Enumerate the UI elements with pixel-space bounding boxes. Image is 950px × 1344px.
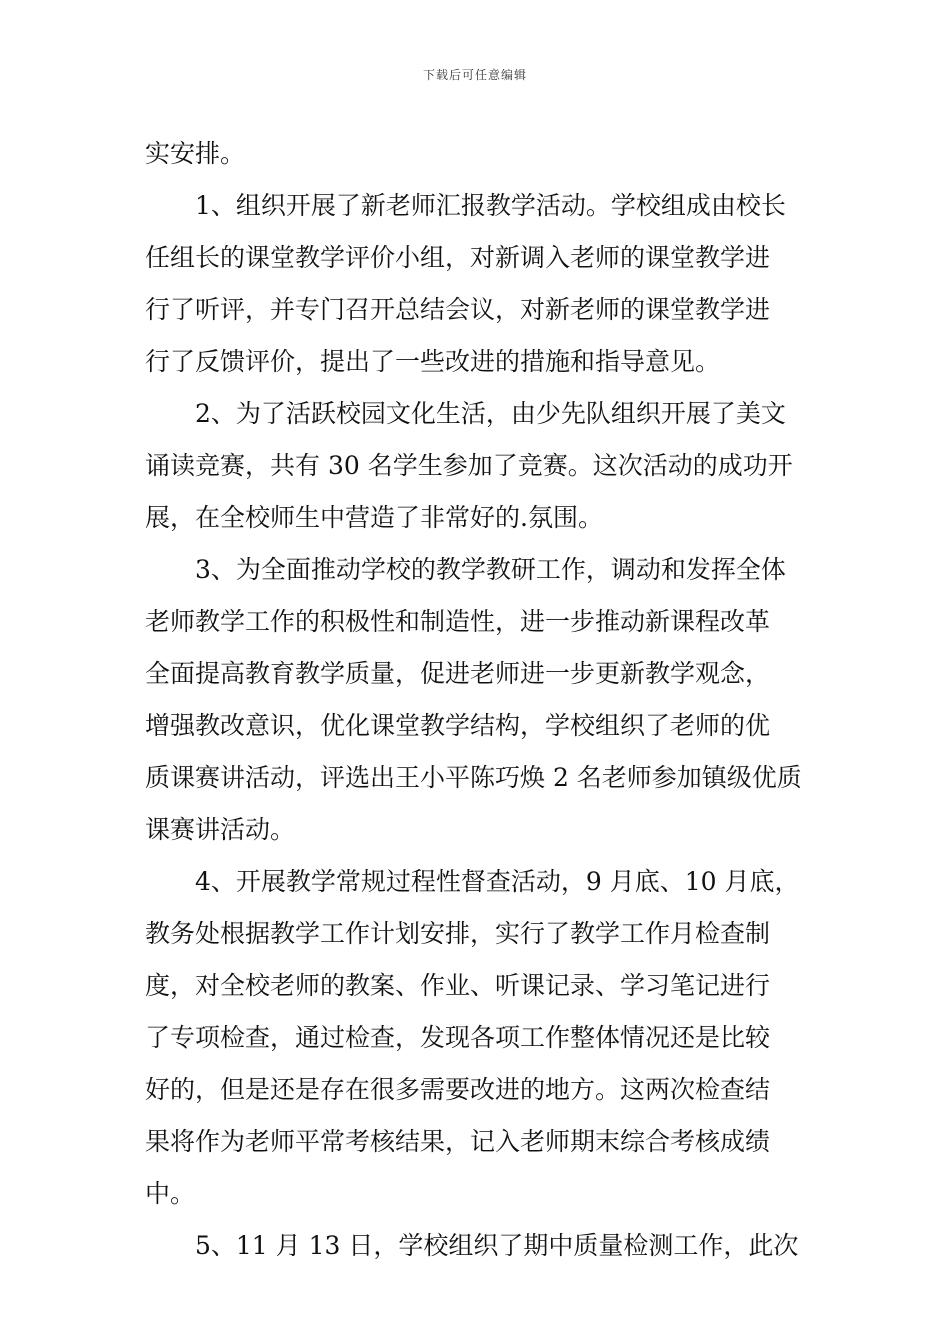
text-line: 行了反馈评价，提出了一些改进的措施和指导意见。 [145,347,721,376]
text-line: 诵读竞赛，共有 30 名学生参加了竞赛。这次活动的成功开 [145,451,793,480]
page-header: 下载后可任意编辑 [422,68,527,82]
text-line: 展，在全校师生中营造了非常好的.氛围。 [145,503,603,532]
paragraph-3-start: 3、为全面推动学校的教学教研工作，调动和发挥全体 [195,555,786,584]
text-line: 课赛讲活动。 [145,815,296,844]
text-line: 好的，但是还是存在很多需要改进的地方。这两次检查结 [145,1075,771,1104]
text-line: 全面提高教育教学质量，促进老师进一步更新教学观念， [145,659,771,688]
paragraph-2-start: 2、为了活跃校园文化生活，由少先队组织开展了美文 [195,399,786,428]
text-line: 实安排。 [145,139,246,168]
text-line: 增强教改意识，优化课堂教学结构，学校组织了老师的优 [145,711,771,740]
text-line: 老师教学工作的积极性和制造性，进一步推动新课程改革 [145,607,771,636]
text-line: 中。 [145,1179,196,1208]
text-line: 教务处根据教学工作计划安排，实行了教学工作月检查制 [145,919,771,948]
paragraph-4-start: 4、开展教学常规过程性督查活动，9 月底、10 月底， [195,867,800,896]
text-line: 行了听评，并专门召开总结会议，对新老师的课堂教学进 [145,295,771,324]
text-line: 任组长的课堂教学评价小组，对新调入老师的课堂教学进 [145,243,771,272]
paragraph-5-start: 5、11 月 13 日，学校组织了期中质量检测工作，此次 [195,1231,799,1260]
text-line: 果将作为老师平常考核结果，记入老师期末综合考核成绩 [145,1127,771,1156]
paragraph-1-start: 1、组织开展了新老师汇报教学活动。学校组成由校长 [195,191,786,220]
text-line: 质课赛讲活动，评选出王小平陈巧焕 2 名老师参加镇级优质 [145,763,802,792]
text-line: 了专项检查，通过检查，发现各项工作整体情况还是比较 [145,1023,771,1052]
text-line: 度，对全校老师的教案、作业、听课记录、学习笔记进行 [145,971,771,1000]
document-body [145,128,810,1272]
